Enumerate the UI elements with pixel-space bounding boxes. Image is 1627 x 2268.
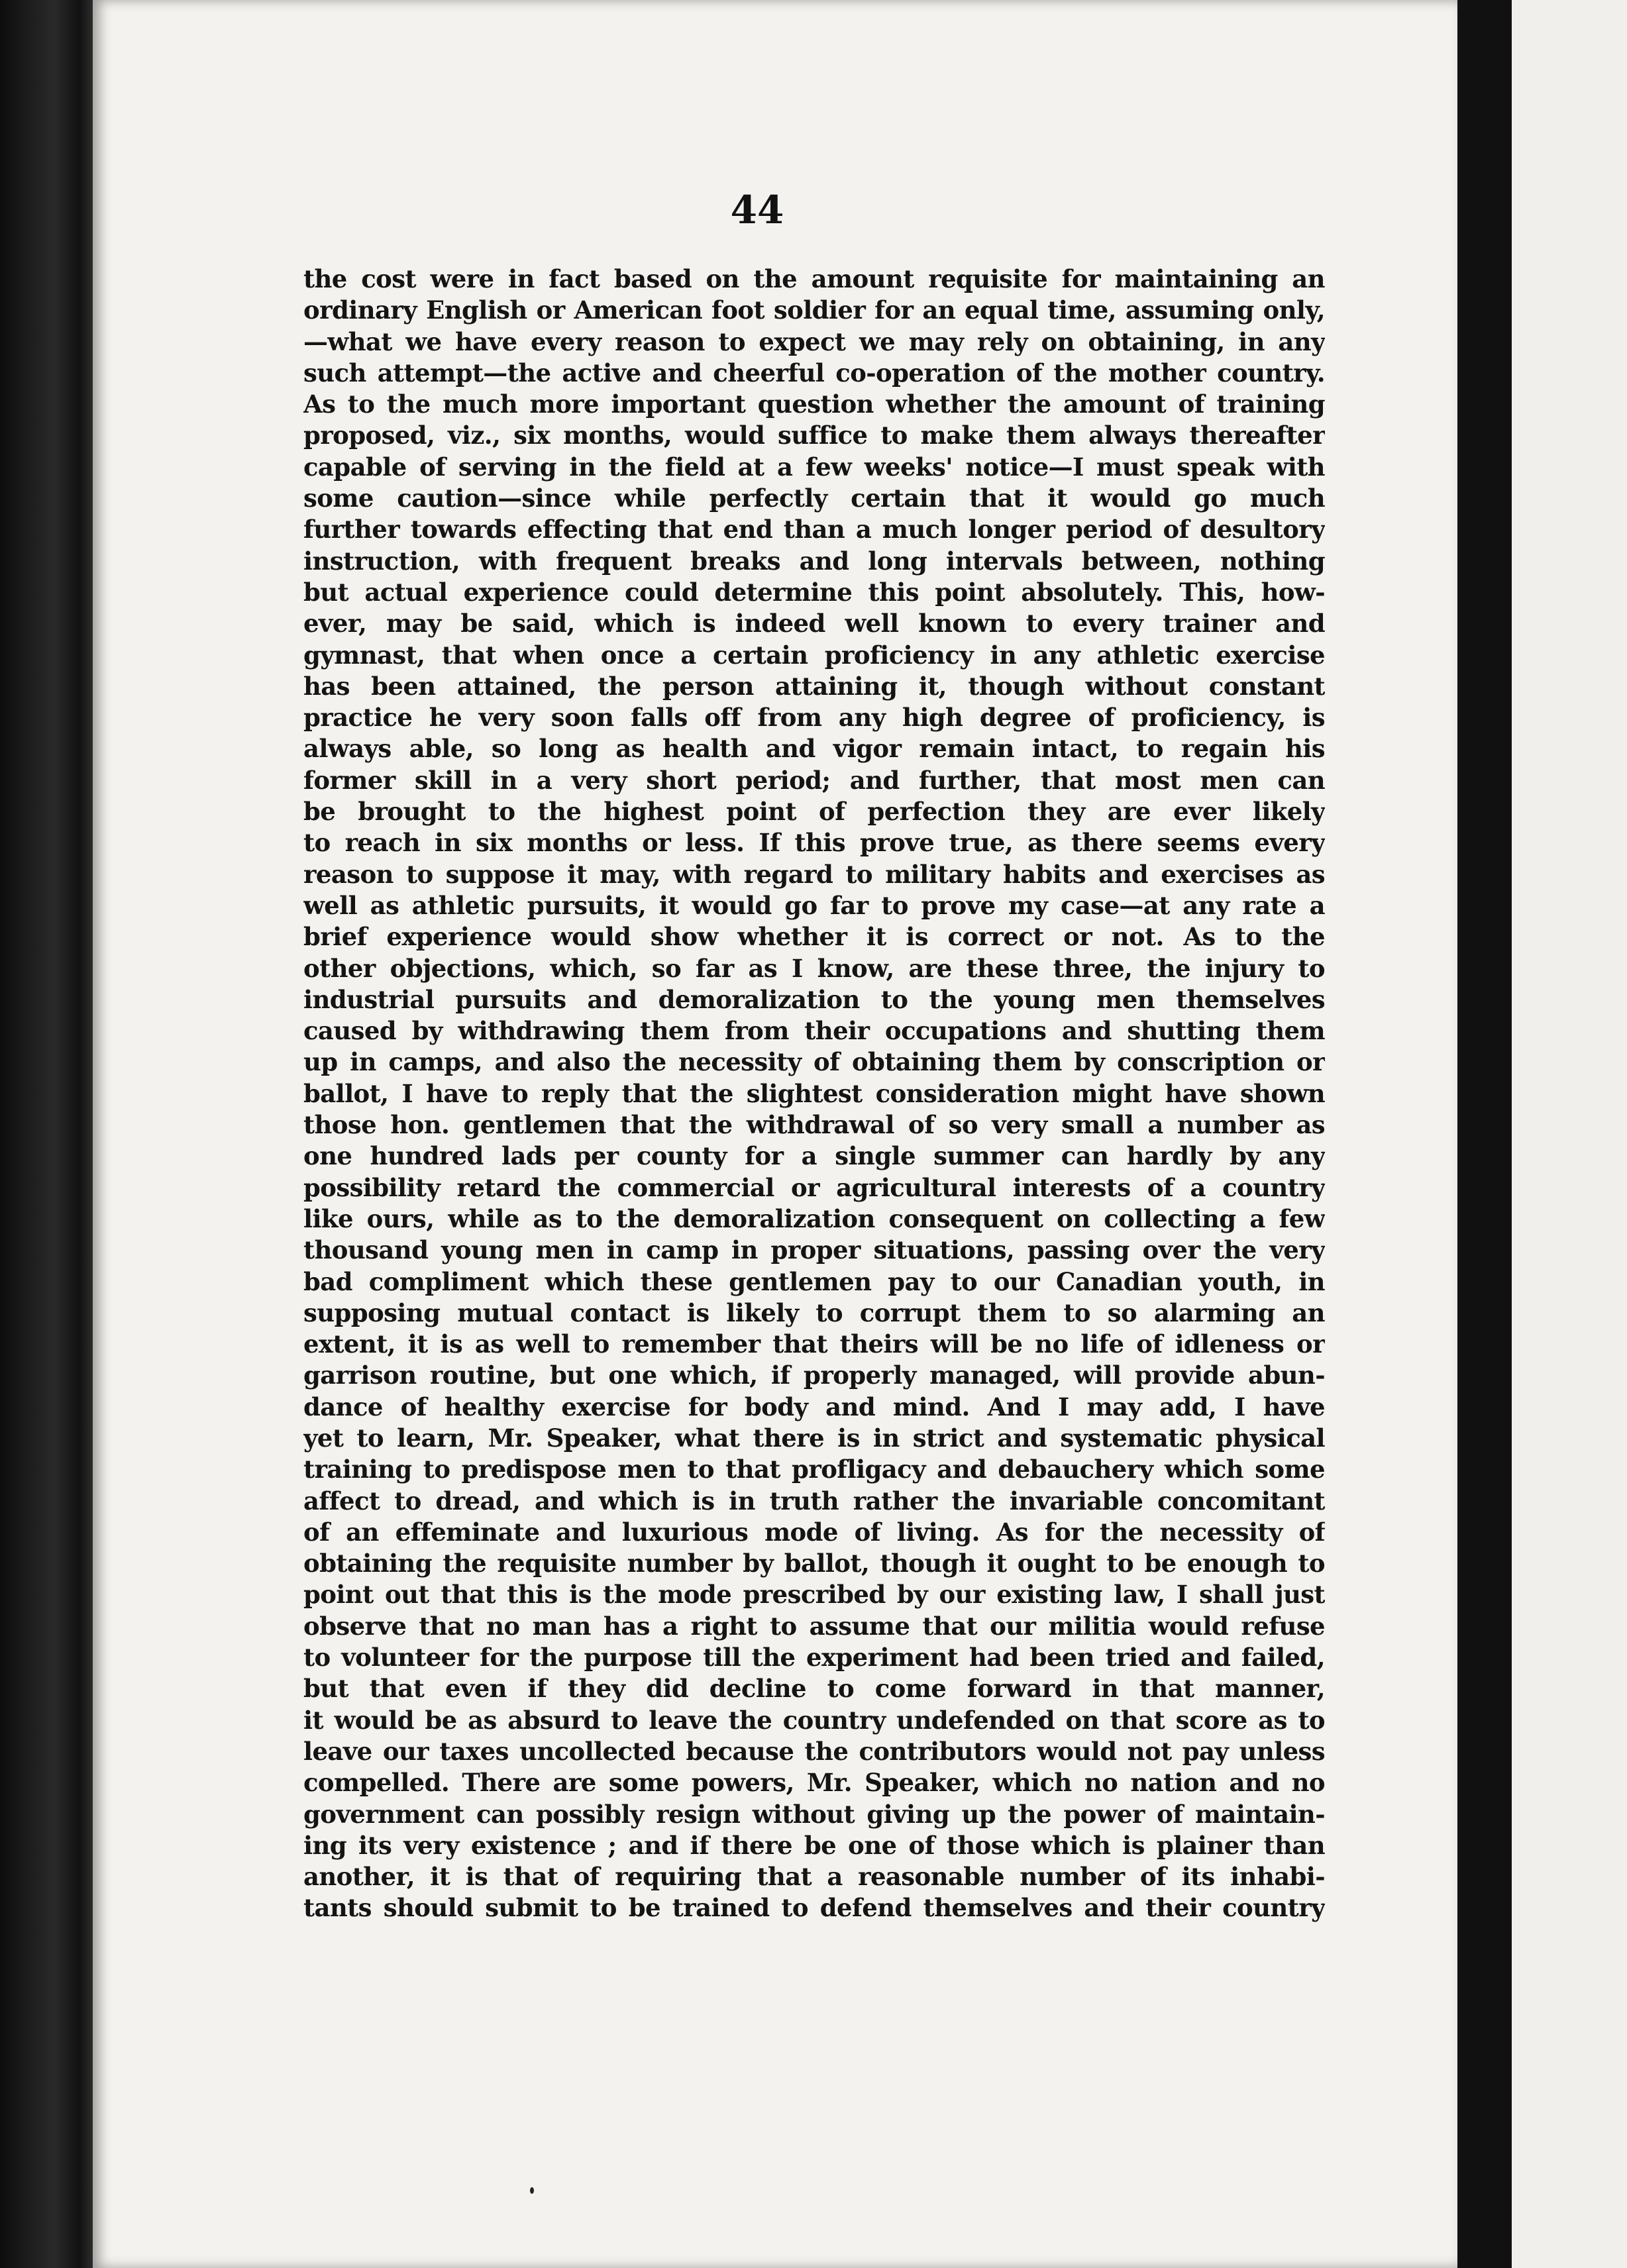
text-line: brief experience would show whether it is correct or not. As to the [303,922,1325,952]
text-line: ballot, I have to reply that the slightest consideration might have shown [303,1078,1325,1108]
text-line: another, it is that of requiring that a reasonable number of its inhabi- [303,1862,1325,1892]
text-line: has been attained, the person attaining it, though without constant [303,671,1325,701]
text-line: obtaining the requisite number by ballot, though it ought to be enough to [303,1549,1325,1578]
text-line: practice he very soon falls off from any high degree of proficiency, is [303,703,1325,733]
text-line: to volunteer for the purpose till the experiment had been tried and failed, [303,1643,1325,1673]
text-line: caused by withdrawing them from their occupations and shutting them [303,1016,1325,1046]
text-line: well as athletic pursuits, it would go far to prove my case—at any rate a [303,890,1325,920]
text-line: the cost were in fact based on the amount requisite for maintaining an [303,264,1325,293]
text-line: former skill in a very short period; and further, that most men can [303,765,1325,795]
text-line: tants should submit to be trained to defend themselves and their country [303,1893,1325,1923]
text-line: of an effeminate and luxurious mode of living. As for the necessity of [303,1517,1325,1547]
text-line: compelled. There are some powers, Mr. Speaker, which no nation and no [303,1768,1325,1798]
text-line: affect to dread, and which is in truth rather the invariable concomitant [303,1486,1325,1516]
text-line: it would be as absurd to leave the country undefended on that score as to [303,1705,1325,1735]
text-line: but actual experience could determine this point absolutely. This, how- [303,577,1325,607]
text-line: but that even if they did decline to come forward in that manner, [303,1674,1325,1704]
text-line: point out that this is the mode prescribed by our existing law, I shall just [303,1580,1325,1610]
text-line: training to predispose men to that profligacy and debauchery which some [303,1455,1325,1484]
text-line: further towards effecting that end than a much longer period of desultory [303,515,1325,544]
text-line: ever, may be said, which is indeed well known to every trainer and [303,609,1325,639]
text-line: garrison routine, but one which, if properly managed, will provide abun- [303,1361,1325,1390]
text-line: some caution—since while perfectly certain that it would go much [303,484,1325,513]
page-number: 44 [730,187,784,232]
text-line: extent, it is as well to remember that theirs will be no life of idleness or [303,1329,1325,1359]
text-line: possibility retard the commercial or agricultural interests of a country [303,1172,1325,1202]
text-line: proposed, viz., six months, would suffice to make them always thereafter [303,421,1325,450]
text-line: those hon. gentlemen that the withdrawal of so very small a number as [303,1110,1325,1140]
page-gutter [1457,0,1512,2268]
text-line: one hundred lads per county for a single summer can hardly by any [303,1141,1325,1171]
print-speck [530,2187,534,2194]
text-line: leave our taxes uncollected because the contributors would not pay unless [303,1736,1325,1766]
text-line: instruction, with frequent breaks and long intervals between, nothing [303,546,1325,576]
text-line: always able, so long as health and vigor remain intact, to regain his [303,734,1325,764]
text-line: up in camps, and also the necessity of obtaining them by conscription or [303,1047,1325,1077]
text-line: to reach in six months or less. If this prove true, as there seems every [303,828,1325,858]
text-line: gymnast, that when once a certain proficiency in any athletic exercise [303,640,1325,670]
adjacent-page-edge [1512,0,1627,2268]
text-line: —what we have every reason to expect we may rely on obtaining, in any [303,327,1325,356]
text-line: other objections, which, so far as I know, are these three, the injury to [303,953,1325,983]
text-line: industrial pursuits and demoralization to the young men themselves [303,984,1325,1014]
text-line: like ours, while as to the demoralization consequent on collecting a few [303,1204,1325,1233]
text-line: government can possibly resign without giving up the power of maintain- [303,1799,1325,1829]
text-line: ordinary English or American foot soldier for an equal time, assuming only, [303,295,1325,325]
body-text [303,264,1325,1924]
text-line: bad compliment which these gentlemen pay to our Canadian youth, in [303,1266,1325,1296]
text-line: ing its very existence ; and if there be one of those which is plainer than [303,1830,1325,1860]
text-line: reason to suppose it may, with regard to military habits and exercises as [303,859,1325,889]
text-line: yet to learn, Mr. Speaker, what there is in strict and systematic physical [303,1423,1325,1453]
text-line: observe that no man has a right to assume that our militia would refuse [303,1611,1325,1641]
text-line: thousand young men in camp in proper situations, passing over the very [303,1235,1325,1265]
text-line: As to the much more important question whether the amount of training [303,389,1325,419]
text-line: dance of healthy exercise for body and mind. And I may add, I have [303,1392,1325,1421]
text-line: such attempt—the active and cheerful co-operation of the mother country. [303,358,1325,387]
binding-shadow [0,0,99,2268]
text-line: capable of serving in the field at a few weeks' notice—I must speak with [303,452,1325,482]
text-line: be brought to the highest point of perfection they are ever likely [303,797,1325,827]
text-line: supposing mutual contact is likely to corrupt them to so alarming an [303,1298,1325,1327]
